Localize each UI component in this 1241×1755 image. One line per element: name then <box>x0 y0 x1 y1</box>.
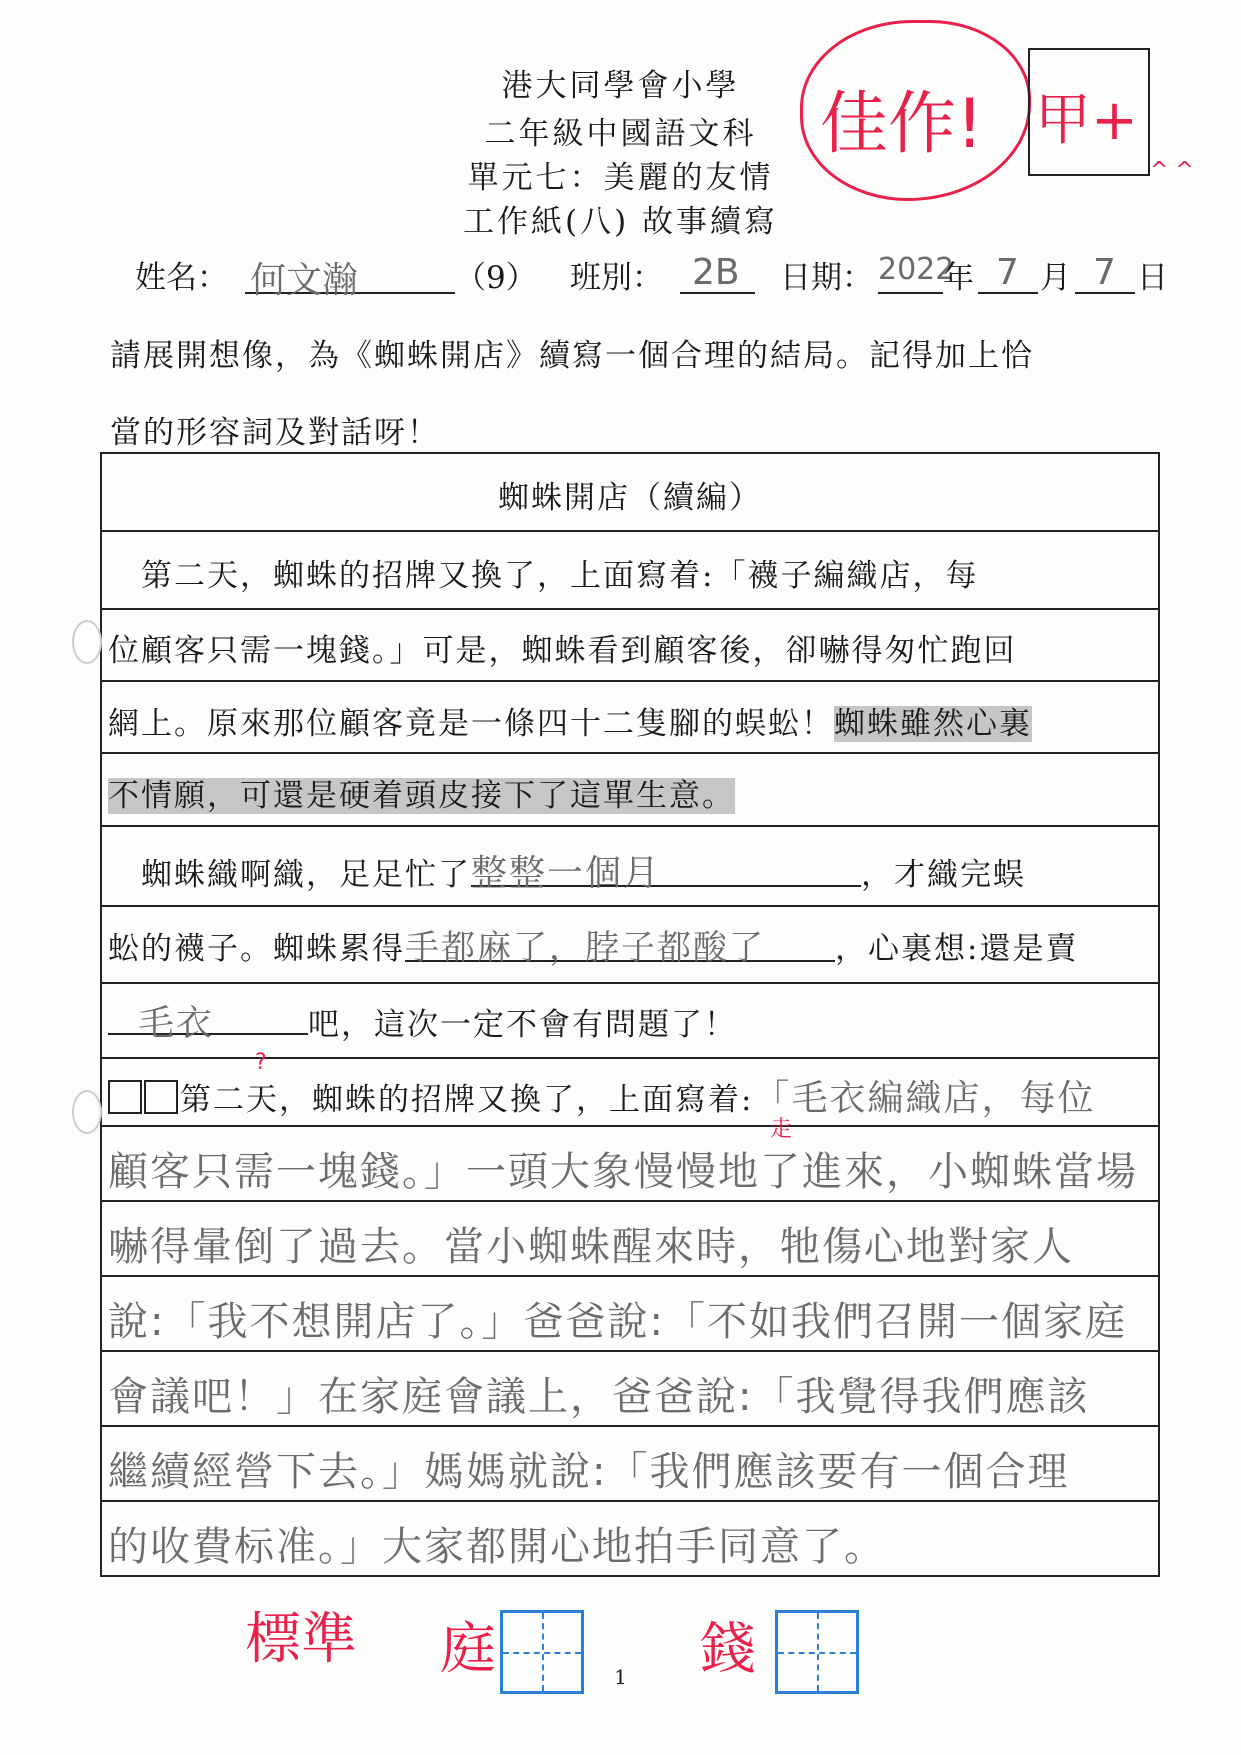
fill-blank-2: 手都麻了，脖子都酸了 <box>405 920 835 962</box>
row-divider <box>100 1500 1160 1502</box>
p2-text-d: ，心裏想:還是賣 <box>835 931 1079 967</box>
date-label: 日期： <box>780 260 873 296</box>
handwritten-line-3: 說:「我不想開店了。」爸爸說:「不如我們召開一個家庭 <box>108 1299 1127 1345</box>
class-number: （9） <box>455 260 537 296</box>
paragraph-3-line-1 <box>108 1070 1095 1121</box>
subject-title: 二年級中國語文科 <box>484 116 757 152</box>
p2-text-b: ，才織完蜈 <box>861 857 1026 893</box>
correction-word-2: 庭 <box>440 1617 496 1682</box>
row-divider <box>100 530 1160 532</box>
day-field <box>1075 252 1135 294</box>
row-divider <box>100 1200 1160 1202</box>
month-field <box>978 252 1038 294</box>
class-value: 2B <box>692 252 740 293</box>
name-label: 姓名： <box>135 260 228 296</box>
indent-box <box>144 1080 178 1114</box>
p3-handwriting: 「毛衣編織店，每位 <box>753 1078 1096 1119</box>
paragraph-2-line-2 <box>108 920 1078 968</box>
punch-hole <box>72 620 102 664</box>
handwritten-line-6: 的收費标准。」大家都開心地拍手同意了。 <box>108 1524 886 1570</box>
instruction-line-2: 當的形容詞及對話呀！ <box>110 415 440 451</box>
page-number: 1 <box>614 1665 627 1689</box>
insert-mark: 走 <box>770 1117 793 1142</box>
worksheet-title: 工作紙(八) 故事續寫 <box>462 204 779 240</box>
table-title: 蜘蛛開店（續編） <box>498 480 762 516</box>
praise-mark: 佳作! <box>820 85 984 164</box>
paragraph-2-line-3 <box>108 995 737 1044</box>
class-field <box>680 252 755 294</box>
school-name: 港大同學會小學 <box>501 68 740 104</box>
handwritten-line-5: 繼續經營下去。」媽媽就說:「我們應該要有一個合理 <box>108 1449 1070 1495</box>
name-field <box>245 252 455 301</box>
indent-box <box>108 1080 142 1114</box>
correction-word-1: 標準 <box>245 1607 357 1672</box>
fill-blank-1: 整整一個月 <box>471 845 861 887</box>
class-label: 班別： <box>570 260 663 296</box>
month-value: 7 <box>996 252 1019 293</box>
p2-text-e: 吧，這次一定不會有問題了！ <box>308 1007 737 1043</box>
paragraph-1-line-3a: 網上。原來那位顧客竟是一條四十二隻腳的蜈蚣！ <box>108 706 834 742</box>
name-value: 何文瀚 <box>250 260 359 301</box>
row-divider <box>100 982 1160 984</box>
row-divider <box>100 1125 1160 1127</box>
punch-hole <box>72 1090 102 1134</box>
highlighted-text: 不情願，可還是硬着頭皮接下了這單生意。 <box>108 778 735 814</box>
handwritten-line-2: 嚇得暈倒了過去。當小蜘蛛醒來時，牠傷心地對家人 <box>108 1224 1074 1270</box>
handwritten-line-1: 顧客只需一塊錢。」一頭大象慢慢地了進來，小蜘蛛當場 <box>108 1149 1138 1195</box>
year-field <box>878 252 955 294</box>
row-divider <box>100 1425 1160 1427</box>
paragraph-1-line-4 <box>108 770 735 815</box>
row-divider <box>100 1350 1160 1352</box>
paragraph-1-line-1: 第二天，蜘蛛的招牌又換了，上面寫着:「襪子編織店，每 <box>108 558 979 594</box>
row-divider <box>100 1275 1160 1277</box>
row-divider <box>100 680 1160 682</box>
correction-word-3: 錢 <box>700 1617 756 1682</box>
row-divider <box>100 752 1160 754</box>
p2-text-c: 蚣的襪子。蜘蛛累得 <box>108 931 405 967</box>
year-value: 2022 <box>878 252 955 287</box>
p3-text-a: 第二天，蜘蛛的招牌又換了，上面寫着: <box>180 1082 754 1118</box>
paragraph-2-line-1 <box>108 845 1026 894</box>
insert-mark: ? <box>255 1050 267 1075</box>
paragraph-1-line-3 <box>108 698 1032 743</box>
row-divider <box>100 608 1160 610</box>
handwritten-line-4: 會議吧！」在家庭會議上，爸爸說:「我覺得我們應該 <box>108 1374 1090 1420</box>
smile-mark: ^ ^ <box>1150 158 1194 183</box>
paragraph-1-line-2: 位顧客只需一塊錢。」可是，蜘蛛看到顧客後，卻嚇得匆忙跑回 <box>108 633 1017 669</box>
highlighted-text: 蜘蛛雖然心裏 <box>834 706 1032 742</box>
day-unit: 日 <box>1137 260 1168 296</box>
month-unit: 月 <box>1040 260 1071 296</box>
instruction-line-1: 請展開想像，為《蜘蛛開店》續寫一個合理的結局。記得加上恰 <box>110 338 1034 374</box>
row-divider <box>100 905 1160 907</box>
grade-mark: 甲+ <box>1035 88 1138 153</box>
unit-title: 單元七：美麗的友情 <box>467 160 774 196</box>
day-value: 7 <box>1093 252 1116 293</box>
fill-blank-3: 毛衣 <box>108 995 308 1035</box>
year-unit: 年 <box>943 260 974 296</box>
p2-text-a: 蜘蛛織啊織，足足忙了 <box>108 857 471 893</box>
row-divider <box>100 825 1160 827</box>
